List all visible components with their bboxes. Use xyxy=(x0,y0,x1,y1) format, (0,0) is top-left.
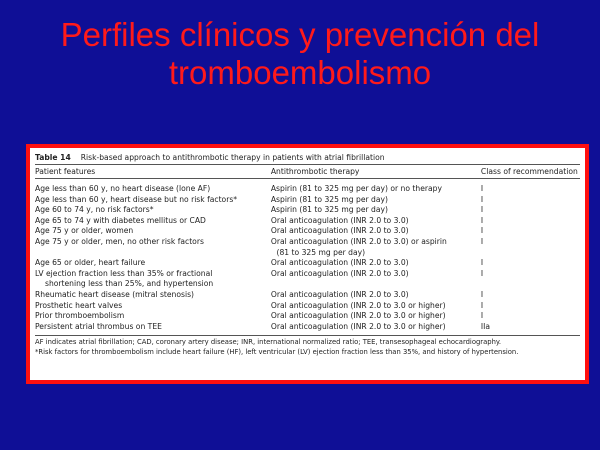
table-row xyxy=(35,184,580,195)
table-row xyxy=(35,322,580,333)
cell-therapy: Oral anticoagulation (INR 2.0 to 3.0 or higher) xyxy=(270,300,446,310)
cell-empty xyxy=(277,279,483,290)
cell-class: I xyxy=(480,300,484,310)
cell-class: I xyxy=(480,215,484,225)
footnote: *Risk factors for thromboembolism include heart failure (HF), left ventricular (LV) ejection fraction less than 35%, and history of hypertension. xyxy=(35,347,519,356)
cell-empty xyxy=(483,248,580,259)
cell-class: I xyxy=(480,311,484,321)
cell-therapy: Aspirin (81 to 325 mg per day) or no therapy xyxy=(270,184,442,193)
slide-title-line-1: Perfiles clínicos y prevención del xyxy=(60,16,540,53)
cell-patient-features: Age less than 60 y, no heart disease (lone AF) xyxy=(35,184,211,193)
table-row xyxy=(35,216,580,227)
cell-therapy: Oral anticoagulation (INR 2.0 to 3.0 or higher) xyxy=(270,321,446,331)
table-row xyxy=(35,237,580,248)
cell-therapy: Oral anticoagulation (INR 2.0 to 3.0 or higher) xyxy=(270,311,446,321)
cell-patient-features: LV ejection fraction less than 35% or fractional xyxy=(35,268,213,278)
table-row xyxy=(35,269,580,280)
column-header: Class of recommendation xyxy=(480,167,578,176)
table-row xyxy=(35,226,580,237)
table-row-continuation xyxy=(35,248,580,259)
table-row xyxy=(35,195,580,206)
cell-therapy: Oral anticoagulation (INR 2.0 to 3.0) xyxy=(270,226,409,236)
table-row xyxy=(35,205,580,216)
cell-patient-features: shortening less than 25%, and hypertension xyxy=(45,279,214,289)
footnote: AF indicates atrial fibrillation; CAD, coronary artery disease; INR, international normalized ratio; TEE, transesophageal echocardiography. xyxy=(35,338,502,347)
cell-therapy: Oral anticoagulation (INR 2.0 to 3.0) xyxy=(270,289,409,299)
slide-title-line-2: tromboembolismo xyxy=(168,54,432,91)
cell-patient-features: Age less than 60 y, heart disease but no risk factors* xyxy=(35,194,238,204)
table-footnotes xyxy=(35,336,580,357)
cell-therapy: Oral anticoagulation (INR 2.0 to 3.0) xyxy=(270,268,409,278)
cell-empty xyxy=(35,248,267,259)
column-header: Antithrombotic therapy xyxy=(270,167,360,176)
table-header xyxy=(35,165,580,178)
cell-class: I xyxy=(480,205,484,215)
table-number: Table 14 xyxy=(35,153,71,162)
table-row-continuation xyxy=(35,279,580,290)
slide-title xyxy=(0,16,600,92)
cell-patient-features: Age 75 y or older, women xyxy=(35,226,134,236)
cell-therapy: Oral anticoagulation (INR 2.0 to 3.0) or aspirin xyxy=(270,236,447,246)
cell-patient-features: Age 65 to 74 y with diabetes mellitus or CAD xyxy=(35,215,206,225)
cell-patient-features: Age 75 y or older, men, no other risk factors xyxy=(35,236,204,246)
table-row xyxy=(35,311,580,322)
cell-empty xyxy=(483,279,580,290)
cell-patient-features: Persistent atrial thrombus on TEE xyxy=(35,321,162,331)
cell-class: I xyxy=(480,184,484,193)
table-caption-text: Risk-based approach to antithrombotic therapy in patients with atrial fibrillation xyxy=(80,153,385,162)
cell-patient-features: Prosthetic heart valves xyxy=(35,300,123,310)
cell-class: I xyxy=(480,289,484,299)
cell-therapy: Aspirin (81 to 325 mg per day) xyxy=(270,194,388,204)
cell-class: I xyxy=(480,194,484,204)
cell-class: I xyxy=(480,268,484,278)
column-header: Patient features xyxy=(35,167,96,176)
cell-class: I xyxy=(480,226,484,236)
cell-class: I xyxy=(480,258,484,268)
cell-therapy: (81 to 325 mg per day) xyxy=(276,247,366,257)
cell-patient-features: Age 60 to 74 y, no risk factors* xyxy=(35,205,154,215)
cell-class: IIa xyxy=(480,321,491,331)
table-frame xyxy=(26,144,589,384)
cell-therapy: Oral anticoagulation (INR 2.0 to 3.0) xyxy=(270,258,409,268)
table-caption xyxy=(35,153,580,164)
cell-therapy: Oral anticoagulation (INR 2.0 to 3.0) xyxy=(270,215,409,225)
recommendation-table xyxy=(35,153,580,376)
table-body xyxy=(35,179,580,335)
cell-class: I xyxy=(480,236,484,246)
cell-patient-features: Age 65 or older, heart failure xyxy=(35,258,146,268)
cell-patient-features: Rheumatic heart disease (mitral stenosis) xyxy=(35,289,195,299)
table-row xyxy=(35,301,580,312)
table-row xyxy=(35,258,580,269)
cell-patient-features: Prior thromboembolism xyxy=(35,311,125,321)
table-row xyxy=(35,290,580,301)
cell-therapy: Aspirin (81 to 325 mg per day) xyxy=(270,205,388,215)
